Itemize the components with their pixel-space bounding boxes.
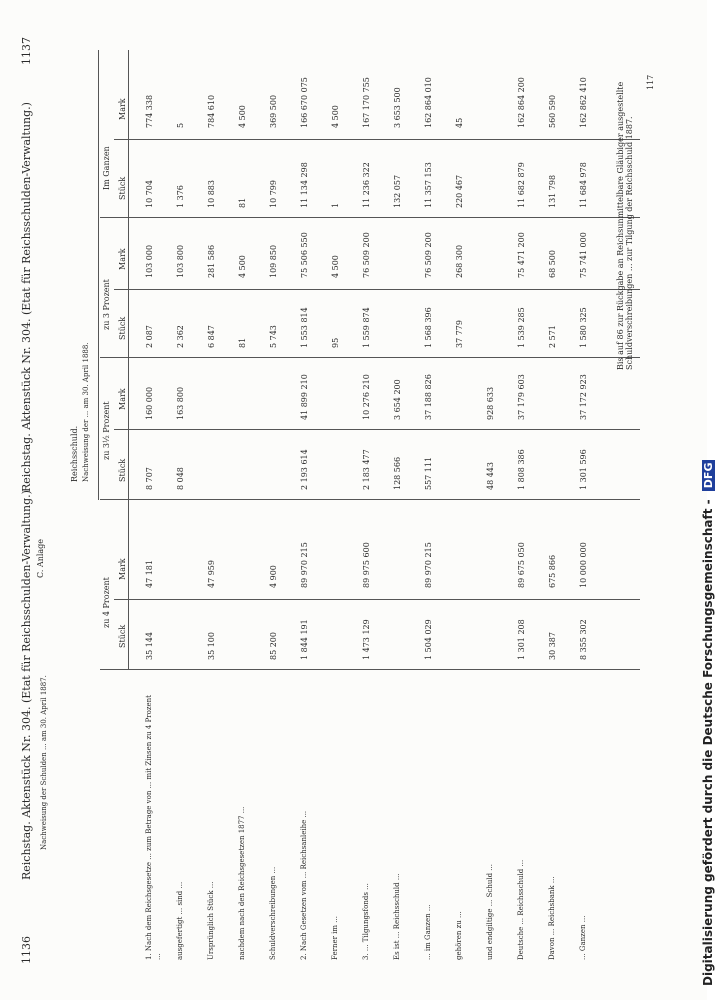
table-cell-mt: 3 653 500: [393, 87, 402, 128]
row-description: Schuldverschreibungen ...: [269, 866, 277, 960]
right-page-number: 1137: [20, 37, 33, 65]
row-description: ausgefertigt ... sind ...: [176, 881, 184, 960]
table-cell-st: 1: [331, 202, 340, 208]
table-cell-m3: 103 000: [145, 244, 154, 278]
table-cell-m35: 10 276 210: [362, 374, 371, 420]
left-subtitle: Nachweisung der Schulden ... am 30. April 1887.: [40, 675, 48, 850]
table-cell-m4: 47 181: [145, 560, 154, 588]
table-cell-s4: 85 200: [269, 632, 278, 660]
table-cell-s4: 8 355 302: [579, 619, 588, 660]
table-cell-m4: 10 000 000: [579, 542, 588, 588]
table-cell-m3: 68 500: [548, 250, 557, 278]
vline-1: [100, 669, 640, 670]
left-page-number: 1136: [20, 936, 33, 964]
table-cell-s4: 35 100: [207, 632, 216, 660]
right-title: Reichsschuld.: [70, 425, 79, 482]
table-cell-s4: 35 144: [145, 632, 154, 660]
table-cell-s35: 128 566: [393, 456, 402, 490]
table-cell-m4: 4 900: [269, 565, 278, 588]
table-cell-st: 131 798: [548, 174, 557, 208]
table-cell-m3: 4 500: [331, 255, 340, 278]
table-cell-mt: 162 864 010: [424, 77, 433, 128]
top-rule: [98, 50, 99, 500]
table-cell-s35: 557 111: [424, 456, 433, 490]
row-description: Davon ... Reichsbank ...: [548, 876, 556, 960]
row-description: 2. Nach Gesetzen vom ... Reichsanleihe ...: [300, 810, 308, 960]
vline-4: [114, 429, 640, 430]
row-description: Ursprünglich Stück ...: [207, 881, 215, 960]
table-cell-mt: 774 338: [145, 94, 154, 128]
header-stuck-2: Stück: [118, 458, 127, 482]
table-cell-m35: 928 633: [486, 386, 495, 420]
row-description: nachdem nach den Reichsgesetzen 1877 ...: [238, 806, 246, 960]
row-description: 3. ... Tilgungsfonds ...: [362, 883, 370, 960]
table-cell-s4: 1 844 191: [300, 619, 309, 660]
table-cell-m4: 89 975 600: [362, 542, 371, 588]
table-cell-s3: 1 568 396: [424, 307, 433, 348]
header-mark-2: Mark: [118, 388, 127, 410]
table-cell-s3: 6 847: [207, 325, 216, 348]
table-cell-s3: 95: [331, 337, 340, 348]
table-cell-mt: 5: [176, 122, 185, 128]
header-rule: [128, 50, 129, 670]
table-cell-st: 220 467: [455, 174, 464, 208]
table-cell-m3: 103 800: [176, 244, 185, 278]
vline-7: [100, 217, 640, 218]
table-cell-m35: 3 654 200: [393, 379, 402, 420]
vline-3: [100, 499, 640, 500]
header-3: zu 3 Prozent: [102, 279, 111, 330]
folio: 117: [646, 74, 655, 90]
header-stuck-3: Stück: [118, 316, 127, 340]
row-description: ... im Ganzen ...: [424, 904, 432, 960]
right-subtitle: Nachweisung der ... am 30. April 1888.: [82, 342, 90, 482]
vline-2: [114, 599, 640, 600]
section-label: C. Anlage: [36, 538, 45, 578]
table-cell-mt: 560 590: [548, 94, 557, 128]
table-cell-st: 10 883: [207, 180, 216, 208]
table-cell-m3: 109 850: [269, 244, 278, 278]
table-cell-st: 1 376: [176, 185, 185, 208]
vline-8: [114, 139, 640, 140]
rotated-document: [10, 30, 670, 970]
header-mark-1: Mark: [118, 558, 127, 580]
table-cell-st: 10 704: [145, 180, 154, 208]
table-cell-mt: 4 500: [331, 105, 340, 128]
table-cell-m35: 37 172 923: [579, 374, 588, 420]
table-cell-mt: 45: [455, 117, 464, 128]
table-cell-m4: 675 866: [548, 554, 557, 588]
table-cell-st: 11 134 298: [300, 162, 309, 208]
table-cell-s35: 48 443: [486, 462, 495, 490]
table-cell-m4: 89 675 050: [517, 542, 526, 588]
table-cell-m4: 89 970 215: [300, 542, 309, 588]
table-cell-m35: 163 800: [176, 386, 185, 420]
table-cell-mt: 784 610: [207, 94, 216, 128]
table-cell-m3: 75 506 550: [300, 232, 309, 278]
vline-5: [100, 357, 640, 358]
header-4pct: zu 4 Prozent: [102, 577, 111, 628]
table-cell-s3: 1 580 325: [579, 307, 588, 348]
row-description: Ferner im ...: [331, 916, 339, 960]
table-cell-s35: 2 183 477: [362, 449, 371, 490]
table-cell-m4: 89 970 215: [424, 542, 433, 588]
table-cell-m35: 37 188 826: [424, 374, 433, 420]
header-total: Im Ganzen: [102, 146, 111, 190]
table-cell-st: 10 799: [269, 180, 278, 208]
table-cell-m3: 75 741 000: [579, 232, 588, 278]
dfg-watermark: [677, 0, 715, 1000]
row-description: ... Ganzen ...: [579, 915, 587, 960]
table-cell-s3: 81: [238, 337, 247, 348]
table-cell-s3: 2 087: [145, 325, 154, 348]
table-cell-m35: 41 899 210: [300, 374, 309, 420]
table-cell-s4: 1 473 129: [362, 619, 371, 660]
table-cell-mt: 162 864 200: [517, 77, 526, 128]
dfg-logo-badge: DFG: [702, 460, 715, 492]
table-cell-s4: 30 387: [548, 632, 557, 660]
table-cell-m35: 37 179 603: [517, 374, 526, 420]
table-cell-st: 11 682 879: [517, 162, 526, 208]
table-cell-st: 11 684 978: [579, 162, 588, 208]
row-description: 1. Nach dem Reichsgesetze ... zum Betrage von ... mit Zinsen zu 4 Prozent ...: [145, 695, 162, 960]
table-cell-s3: 1 559 874: [362, 307, 371, 348]
table-cell-s4: 1 301 208: [517, 619, 526, 660]
table-cell-st: 11 357 153: [424, 162, 433, 208]
header-stuck-1: Stück: [118, 624, 127, 648]
table-cell-mt: 166 670 075: [300, 77, 309, 128]
table-cell-m3: 75 471 200: [517, 232, 526, 278]
table-cell-s35: 8 707: [145, 467, 154, 490]
header-3half: zu 3½ Prozent: [102, 401, 111, 460]
row-description: und endgiltige ... Schuld ...: [486, 864, 494, 960]
table-cell-mt: 4 500: [238, 105, 247, 128]
left-header: Reichstag. Aktenstück Nr. 304. (Etat für Reichsschulden-Verwaltung.): [20, 490, 33, 880]
header-mark-3: Mark: [118, 248, 127, 270]
table-cell-mt: 162 862 410: [579, 77, 588, 128]
table-cell-s3: 2 571: [548, 325, 557, 348]
vline-6: [114, 289, 640, 290]
table-cell-s35: 1 301 596: [579, 449, 588, 490]
table-cell-s3: 37 779: [455, 320, 464, 348]
header-stuck-4: Stück: [118, 176, 127, 200]
table-cell-mt: 369 500: [269, 94, 278, 128]
table-cell-st: 81: [238, 197, 247, 208]
footnote: Bis auf 86 zur Rückgabe an Reichsunmittelbare Gläubiger ausgestellte Schuldverschreibungen ... zur Tilgung der Reichsschuld 1887.: [616, 81, 634, 370]
table-cell-s35: 1 808 386: [517, 449, 526, 490]
table-cell-m4: 47 959: [207, 560, 216, 588]
table-cell-m3: 76 509 200: [362, 232, 371, 278]
table-cell-m3: 268 300: [455, 244, 464, 278]
table-cell-s3: 5 743: [269, 325, 278, 348]
row-description: gehören zu ...: [455, 911, 463, 960]
table-cell-mt: 167 170 755: [362, 77, 371, 128]
right-header: Reichstag. Aktenstück Nr. 304. (Etat für Reichsschulden-Verwaltung.): [20, 102, 33, 492]
table-cell-s4: 1 504 029: [424, 619, 433, 660]
table-cell-s35: 2 193 614: [300, 449, 309, 490]
table-cell-st: 132 057: [393, 174, 402, 208]
header-mark-4: Mark: [118, 98, 127, 120]
row-description: Es ist ... Reichsschuld ...: [393, 873, 401, 960]
row-description: Deutsche ... Reichsschuld ...: [517, 859, 525, 960]
table-cell-s3: 1 553 814: [300, 307, 309, 348]
table-cell-m35: 160 000: [145, 386, 154, 420]
dfg-text: Digitalisierung gefördert durch die Deutsche Forschungsgemeinschaft -: [701, 499, 715, 986]
table-cell-s35: 8 048: [176, 467, 185, 490]
table-cell-m3: 76 509 200: [424, 232, 433, 278]
table-cell-s3: 1 539 285: [517, 307, 526, 348]
table-cell-st: 11 236 322: [362, 162, 371, 208]
table-cell-m3: 4 500: [238, 255, 247, 278]
table-cell-s3: 2 362: [176, 325, 185, 348]
table-cell-m3: 281 586: [207, 244, 216, 278]
